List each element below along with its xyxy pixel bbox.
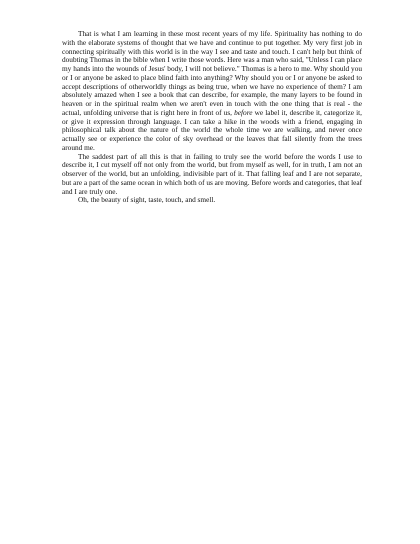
text-segment: The saddest part of all this is that in failing to truly see the world before the words I use to describe it, I cut myself off not only from the world, but from myself as well, for in truth, I am not an observer of the world, but an unfolding, indivisible part of it. That falling leaf and I are not separate, but are a part of the same ocean in which both of us are moving. Before words and categories, that leaf and I are truly one. [62,151,362,196]
paragraph-1 [62,30,362,153]
paragraph-2 [62,153,362,197]
text-segment: That is what I am learning in these most recent years of my life. Spirituality has nothing to do with the elaborate systems of thought that we have and continue to put together. My very first job in connecting spiritually with this world is in the way I see and taste and touch. I can't help but think of doubting Thomas in the bible when I write those words. Here was a man who said, "Unless I can place my hands into the wounds of Jesus' body, I will not believe." Thomas is a hero to me. Why should you or I or anyone be asked to place blind faith into anything? Why should you or I or anyone be asked to accept descriptions of otherworldly things as being true, when we have no experience of them? I am absolutely amazed when I see a book that can describe, for example, the many layers to be found in heaven or in the spiritual realm when we aren't even in touch with the one thing that [62,29,362,108]
paragraph-3 [62,196,362,205]
text-segment: real - the actual, unfolding universe that is right here in front of us, [62,99,362,117]
text-segment: we label it, describe it, categorize it, or give it expression through language. I can take a hike in the woods with a friend, engaging in philosophical talk about the nature of the world the whole time we are walking, and never once actually see or experience the color of sky overhead or the leaves that fall silently from the trees around me. [62,107,362,152]
body-text [62,30,362,205]
text-segment: Oh, the beauty of sight, taste, touch, and smell. [78,195,216,205]
text-segment-italic: is [326,99,332,108]
text-segment-italic: before [234,107,253,117]
